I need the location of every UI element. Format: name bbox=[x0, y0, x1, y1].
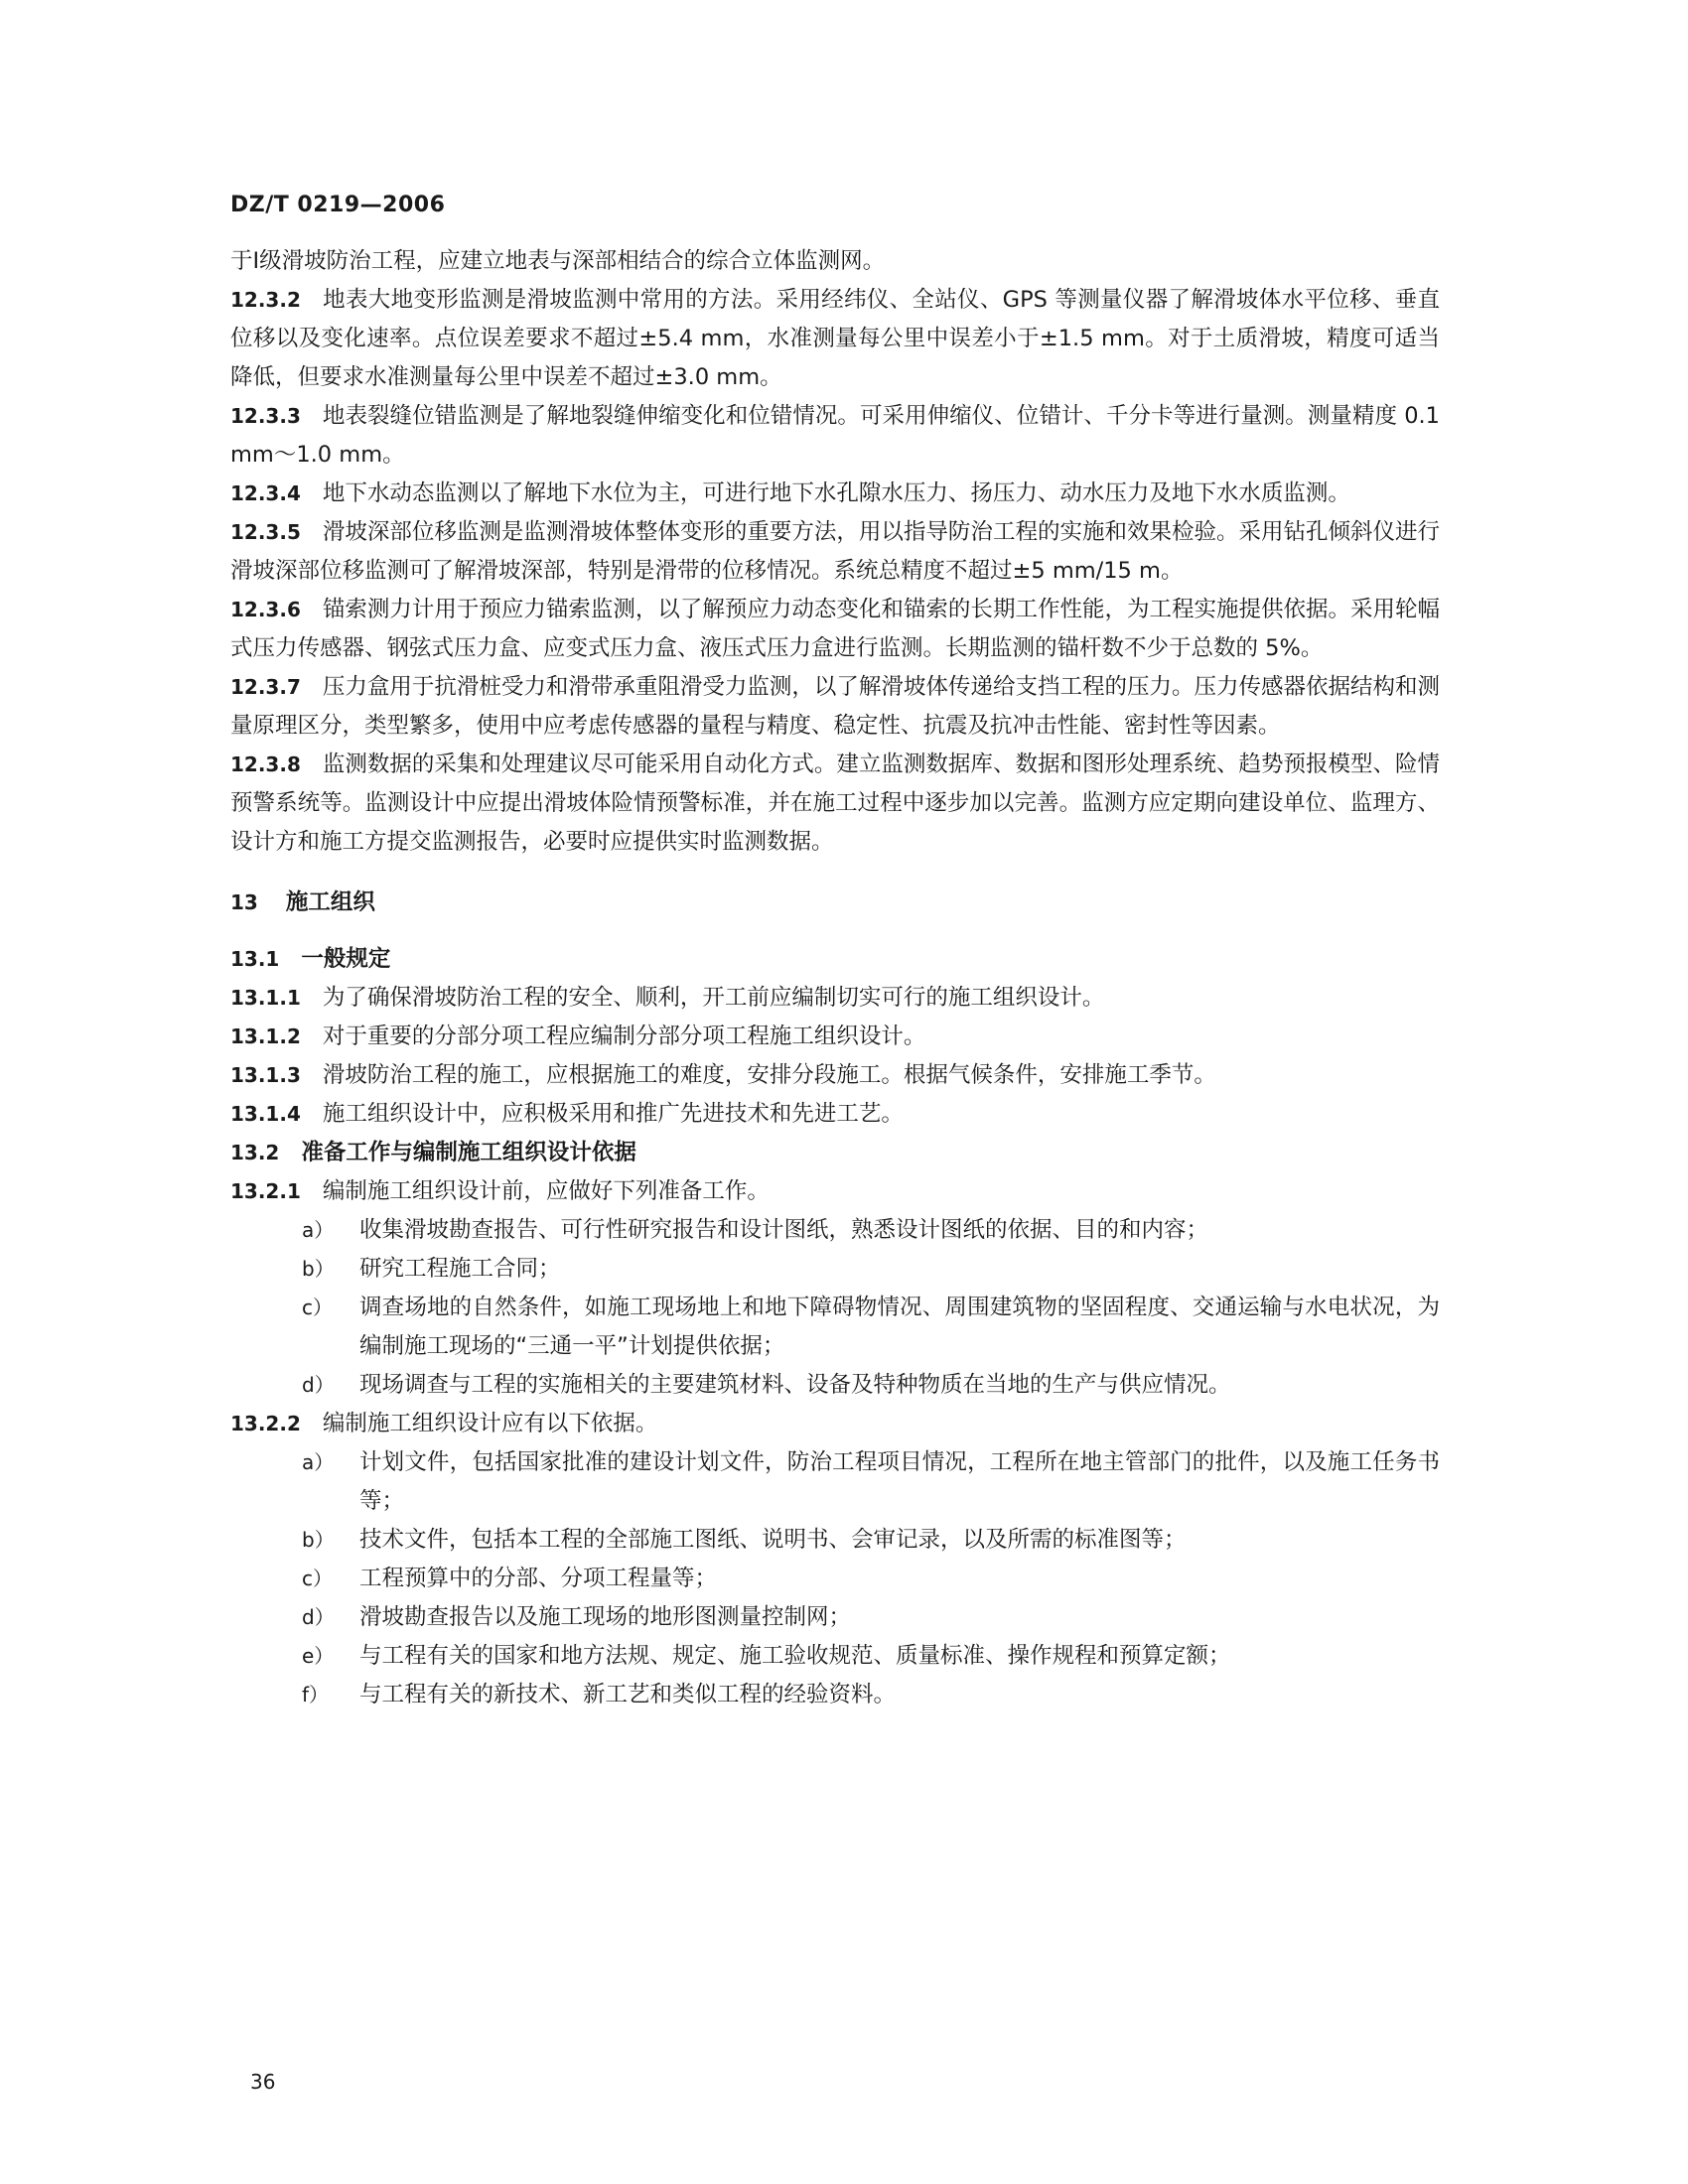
clause-text: 地表大地变形监测是滑坡监测中常用的方法。采用经纬仪、全站仪、GPS 等测量仪器了解滑坡体水平位移、垂直位移以及变化速率。点位误差要求不超过±5.4 mm，水准测量每公里中误差小于±1.5 mm。对于土质滑坡，精度可适当降低，但要求水准测量每公里中误差不超过±3.0 mm。 bbox=[230, 287, 1440, 390]
list-item bbox=[230, 1443, 1440, 1521]
subsection-number: 13.2 bbox=[230, 1141, 280, 1164]
list-item-label: c） bbox=[302, 1296, 333, 1319]
clause-13-1-2 bbox=[230, 1018, 1440, 1056]
list-item bbox=[230, 1637, 1440, 1676]
section-13-2-heading bbox=[230, 1134, 1440, 1172]
clause-number: 13.1.3 bbox=[230, 1063, 301, 1087]
clause-number: 12.3.5 bbox=[230, 520, 301, 544]
clause-text: 滑坡防治工程的施工，应根据施工的难度，安排分段施工。根据气候条件，安排施工季节。 bbox=[322, 1062, 1216, 1088]
list-item-text: 研究工程施工合同； bbox=[359, 1256, 561, 1282]
clause-12-3-5 bbox=[230, 513, 1440, 591]
clause-text: 监测数据的采集和处理建议尽可能采用自动化方式。建立监测数据库、数据和图形处理系统、趋势预报模型、险情预警系统等。监测设计中应提出滑坡体险情预警标准，并在施工过程中逐步加以完善。监测方应定期向建设单位、监理方、设计方和施工方提交监测报告，必要时应提供实时监测数据。 bbox=[230, 751, 1440, 855]
list-item-text: 技术文件，包括本工程的全部施工图纸、说明书、会审记录，以及所需的标准图等； bbox=[359, 1527, 1187, 1553]
list-item-text: 与工程有关的新技术、新工艺和类似工程的经验资料。 bbox=[359, 1682, 897, 1707]
clause-number: 12.3.3 bbox=[230, 404, 301, 428]
list-item-text: 滑坡勘查报告以及施工现场的地形图测量控制网； bbox=[359, 1604, 852, 1630]
clause-12-3-6 bbox=[230, 591, 1440, 668]
list-item-label: b） bbox=[302, 1257, 335, 1281]
list-item bbox=[230, 1250, 1440, 1289]
clause-13-2-1 bbox=[230, 1172, 1440, 1211]
list-item-text: 工程预算中的分部、分项工程量等； bbox=[359, 1566, 718, 1591]
clause-13-2-2 bbox=[230, 1405, 1440, 1443]
list-item-label: d） bbox=[302, 1605, 335, 1629]
clause-number: 13.1.2 bbox=[230, 1024, 301, 1048]
list-item-text: 收集滑坡勘查报告、可行性研究报告和设计图纸，熟悉设计图纸的依据、目的和内容； bbox=[359, 1217, 1209, 1243]
clause-text: 地下水动态监测以了解地下水位为主，可进行地下水孔隙水压力、扬压力、动水压力及地下水水质监测。 bbox=[322, 480, 1350, 506]
clause-number: 12.3.4 bbox=[230, 481, 301, 505]
list-item-label: d） bbox=[302, 1373, 335, 1397]
clause-13-1-3 bbox=[230, 1056, 1440, 1095]
clause-number: 13.2.2 bbox=[230, 1412, 301, 1435]
clause-12-3-4 bbox=[230, 475, 1440, 513]
section-13-1-heading bbox=[230, 940, 1440, 979]
clause-12-3-7 bbox=[230, 668, 1440, 746]
list-item-label: e） bbox=[302, 1644, 335, 1668]
list-item-label: c） bbox=[302, 1567, 333, 1590]
clause-text: 压力盒用于抗滑桩受力和滑带承重阻滑受力监测，以了解滑坡体传递给支挡工程的压力。压力传感器依据结构和测量原理区分，类型繁多，使用中应考虑传感器的量程与精度、稳定性、抗震及抗冲击性能、密封性等因素。 bbox=[230, 674, 1440, 739]
subsection-title: 准备工作与编制施工组织设计依据 bbox=[301, 1140, 636, 1165]
list-item bbox=[230, 1676, 1440, 1714]
clause-text: 为了确保滑坡防治工程的安全、顺利，开工前应编制切实可行的施工组织设计。 bbox=[322, 985, 1105, 1011]
clause-text: 对于重要的分部分项工程应编制分部分项工程施工组织设计。 bbox=[322, 1024, 926, 1049]
clause-number: 12.3.6 bbox=[230, 598, 301, 621]
subsection-number: 13.1 bbox=[230, 947, 280, 971]
clause-text: 于Ⅰ级滑坡防治工程，应建立地表与深部相结合的综合立体监测网。 bbox=[230, 248, 886, 274]
clause-number: 13.1.1 bbox=[230, 986, 301, 1010]
subsection-title: 一般规定 bbox=[301, 946, 391, 972]
clause-13-1-4 bbox=[230, 1095, 1440, 1134]
list-item bbox=[230, 1366, 1440, 1405]
list-item-text: 计划文件，包括国家批准的建设计划文件，防治工程项目情况，工程所在地主管部门的批件，以及施工任务书等； bbox=[359, 1449, 1440, 1514]
clause-13-1-1 bbox=[230, 979, 1440, 1018]
clause-text: 编制施工组织设计应有以下依据。 bbox=[322, 1411, 658, 1436]
section-13-heading bbox=[230, 884, 1440, 922]
clause-12-3-2 bbox=[230, 281, 1440, 397]
list-item-text: 与工程有关的国家和地方法规、规定、施工验收规范、质量标准、操作规程和预算定额； bbox=[359, 1643, 1231, 1669]
clause-text: 编制施工组织设计前，应做好下列准备工作。 bbox=[322, 1178, 770, 1204]
clause-12-3-1-continuation bbox=[230, 242, 1440, 281]
clause-text: 地表裂缝位错监测是了解地裂缝伸缩变化和位错情况。可采用伸缩仪、位错计、千分卡等进行量测。测量精度 0.1 mm～1.0 mm。 bbox=[230, 403, 1440, 468]
section-title: 施工组织 bbox=[285, 889, 375, 915]
clause-12-3-3 bbox=[230, 397, 1440, 475]
page-number: 36 bbox=[250, 2070, 276, 2094]
list-item-label: a） bbox=[302, 1450, 335, 1474]
list-item-label: f） bbox=[302, 1683, 330, 1706]
clause-number: 12.3.8 bbox=[230, 752, 301, 776]
list-item-text: 现场调查与工程的实施相关的主要建筑材料、设备及特种物质在当地的生产与供应情况。 bbox=[359, 1372, 1231, 1398]
list-item-text: 调查场地的自然条件，如施工现场地上和地下障碍物情况、周围建筑物的坚固程度、交通运输与水电状况，为编制施工现场的“三通一平”计划提供依据； bbox=[359, 1295, 1440, 1359]
standard-code-header: DZ/T 0219—2006 bbox=[230, 193, 446, 217]
clause-number: 12.3.7 bbox=[230, 675, 301, 699]
list-item-label: a） bbox=[302, 1218, 335, 1242]
section-12-3-continued bbox=[230, 242, 1440, 1714]
list-item bbox=[230, 1598, 1440, 1637]
clause-number: 13.1.4 bbox=[230, 1102, 301, 1126]
section-number: 13 bbox=[230, 890, 258, 914]
clause-number: 12.3.2 bbox=[230, 288, 301, 312]
clause-number: 13.2.1 bbox=[230, 1179, 301, 1203]
clause-text: 施工组织设计中，应积极采用和推广先进技术和先进工艺。 bbox=[322, 1101, 904, 1127]
list-item bbox=[230, 1289, 1440, 1366]
list-item bbox=[230, 1521, 1440, 1560]
clause-text: 滑坡深部位移监测是监测滑坡体整体变形的重要方法，用以指导防治工程的实施和效果检验。采用钻孔倾斜仪进行滑坡深部位移监测可了解滑坡深部，特别是滑带的位移情况。系统总精度不超过±5 mm/15 m。 bbox=[230, 519, 1440, 584]
list-item bbox=[230, 1560, 1440, 1598]
clause-text: 锚索测力计用于预应力锚索监测，以了解预应力动态变化和锚索的长期工作性能，为工程实施提供依据。采用轮幅式压力传感器、钢弦式压力盒、应变式压力盒、液压式压力盒进行监测。长期监测的锚杆数不少于总数的 5%。 bbox=[230, 597, 1440, 661]
list-item bbox=[230, 1211, 1440, 1250]
list-item-label: b） bbox=[302, 1528, 335, 1552]
clause-12-3-8 bbox=[230, 746, 1440, 862]
